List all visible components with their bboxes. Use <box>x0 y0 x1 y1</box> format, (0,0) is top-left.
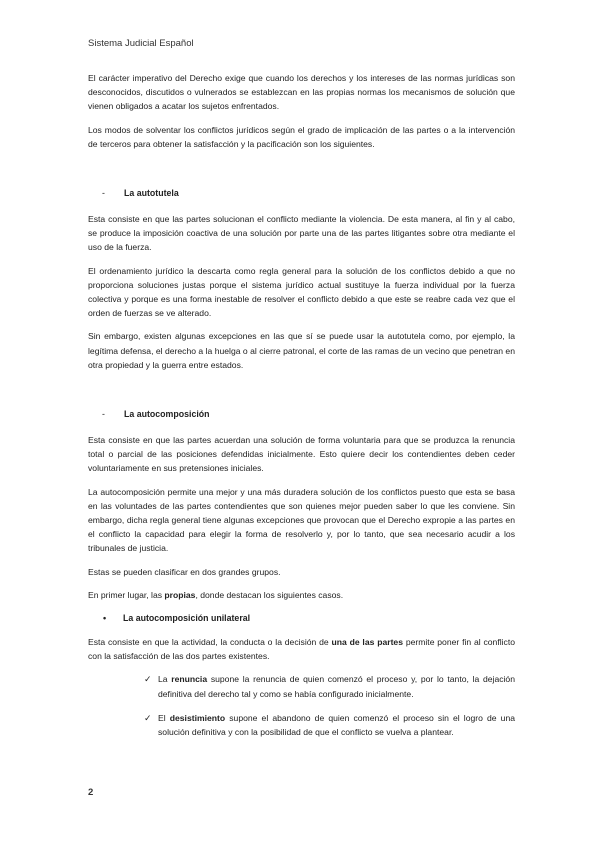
dash-marker: - <box>102 409 105 420</box>
bold-term-propias: propias <box>164 589 196 600</box>
section-title-autotutela: La autotutela <box>124 188 179 199</box>
bold-term-una-de-las-partes: una de las partes <box>331 637 403 648</box>
spacer <box>88 160 515 186</box>
spacer <box>88 381 515 407</box>
checkmark-icon: ✓ <box>144 712 152 723</box>
text-run: Esta consiste en que la actividad, la conducta o la decisión de <box>88 637 332 648</box>
text-run: En primer lugar, las <box>88 589 165 600</box>
check-list-item-renuncia <box>144 672 515 700</box>
section-title-autocomposicion: La autocomposición <box>124 409 210 420</box>
text-run: supone el abandono de quien comenzó el proceso sin el logro de una solución definitiva y con la posibilidad de que el conflicto se vuelva a plantear. <box>158 712 515 738</box>
autotutela-paragraph-2: El ordenamiento jurídico la descarta como regla general para la solución de los conflictos debido a que no proporciona soluciones justas porque el sistema jurídico actual sustituye la fuerza individual por la fuerza colectiva y porque es una forma inestable de resolver el conflicto debido a que este se reabre cada vez que el orden de fuerzas se ve alterado. <box>88 265 515 319</box>
bold-term-desistimiento: desistimiento <box>169 712 226 723</box>
check-item-text <box>158 672 515 700</box>
section-heading-autocomposicion <box>88 407 515 421</box>
text-run: La <box>158 674 172 685</box>
text-run: permite poner fin al conflicto con la satisfacción de las dos partes existentes. <box>88 637 515 662</box>
check-item-text <box>158 711 515 739</box>
intro-paragraph-1: El carácter imperativo del Derecho exige que cuando los derechos y los intereses de las normas jurídicas son desconocidos, discutidos o vulnerados se establezcan en las propias normas los mecanismos de solución que vienen obligados a acatar los sujetos enfrentados. <box>88 73 515 112</box>
autocomposicion-paragraph-2: La autocomposición permite una mejor y una más duradera solución de los conflictos puesto que esta se basa en las voluntades de las partes contendientes que son quienes mejor pueden saber lo que les conviene. Sin embargo, dicha regla general tiene algunas excepciones que provocan que el Derecho expropie a las partes en el conflicto la capacidad para elegir la forma de resolverlo y, por lo tanto, que sea necesario acudir a los tribunales de justicia. <box>88 486 515 554</box>
autocomposicion-paragraph-4 <box>88 588 515 602</box>
autocomposicion-paragraph-3: Estas se pueden clasificar en dos grandes grupos. <box>88 566 281 577</box>
page-number: 2 <box>88 787 94 798</box>
autotutela-paragraph-3: Sin embargo, existen algunas excepciones en las que sí se puede usar la autotutela como, por ejemplo, la legítima defensa, el derecho a la huelga o al cierre patronal, el corte de las ramas de un vecino que penetran en otra propiedad y la guerra entre estados. <box>88 331 515 370</box>
subsection-heading-unilateral <box>88 611 515 625</box>
document-body <box>88 71 515 747</box>
bullet-marker: • <box>103 613 107 624</box>
text-run: supone la renuncia de quien comenzó el proceso y, por lo tanto, la dejación definitiva del derecho tal y como se había configurado inicialmente. <box>158 674 515 699</box>
intro-paragraph-2: Los modos de solventar los conflictos jurídicos según el grado de implicación de las partes o a la intervención de terceros para obtener la satisfacción y la pacificación son los siguientes. <box>88 124 515 149</box>
check-list-item-desistimiento <box>144 711 515 739</box>
bold-term-renuncia: renuncia <box>171 674 208 685</box>
text-run: , donde destacan los siguientes casos. <box>195 589 344 600</box>
text-run: El <box>158 712 170 723</box>
dash-marker: - <box>102 188 105 199</box>
autocomposicion-paragraph-1: Esta consiste en que las partes acuerdan una solución de forma voluntaria para que se produzca la renuncia total o parcial de las posiciones defendidas inicialmente. Esto quiere decir los contendientes deben ceder voluntariamente en sus pretensiones iniciales. <box>88 435 515 474</box>
page-header: Sistema Judicial Español <box>88 38 194 49</box>
autotutela-paragraph-1: Esta consiste en que las partes solucionan el conflicto mediante la violencia. De esta manera, al fin y al cabo, se produce la imposición coactiva de una solución por parte una de las partes litigantes sobre otra mediante el uso de la fuerza. <box>88 214 515 253</box>
subsection-title-unilateral: La autocomposición unilateral <box>123 613 251 624</box>
checkmark-icon: ✓ <box>144 674 152 685</box>
section-heading-autotutela <box>88 186 515 200</box>
unilateral-paragraph-1 <box>88 635 515 663</box>
